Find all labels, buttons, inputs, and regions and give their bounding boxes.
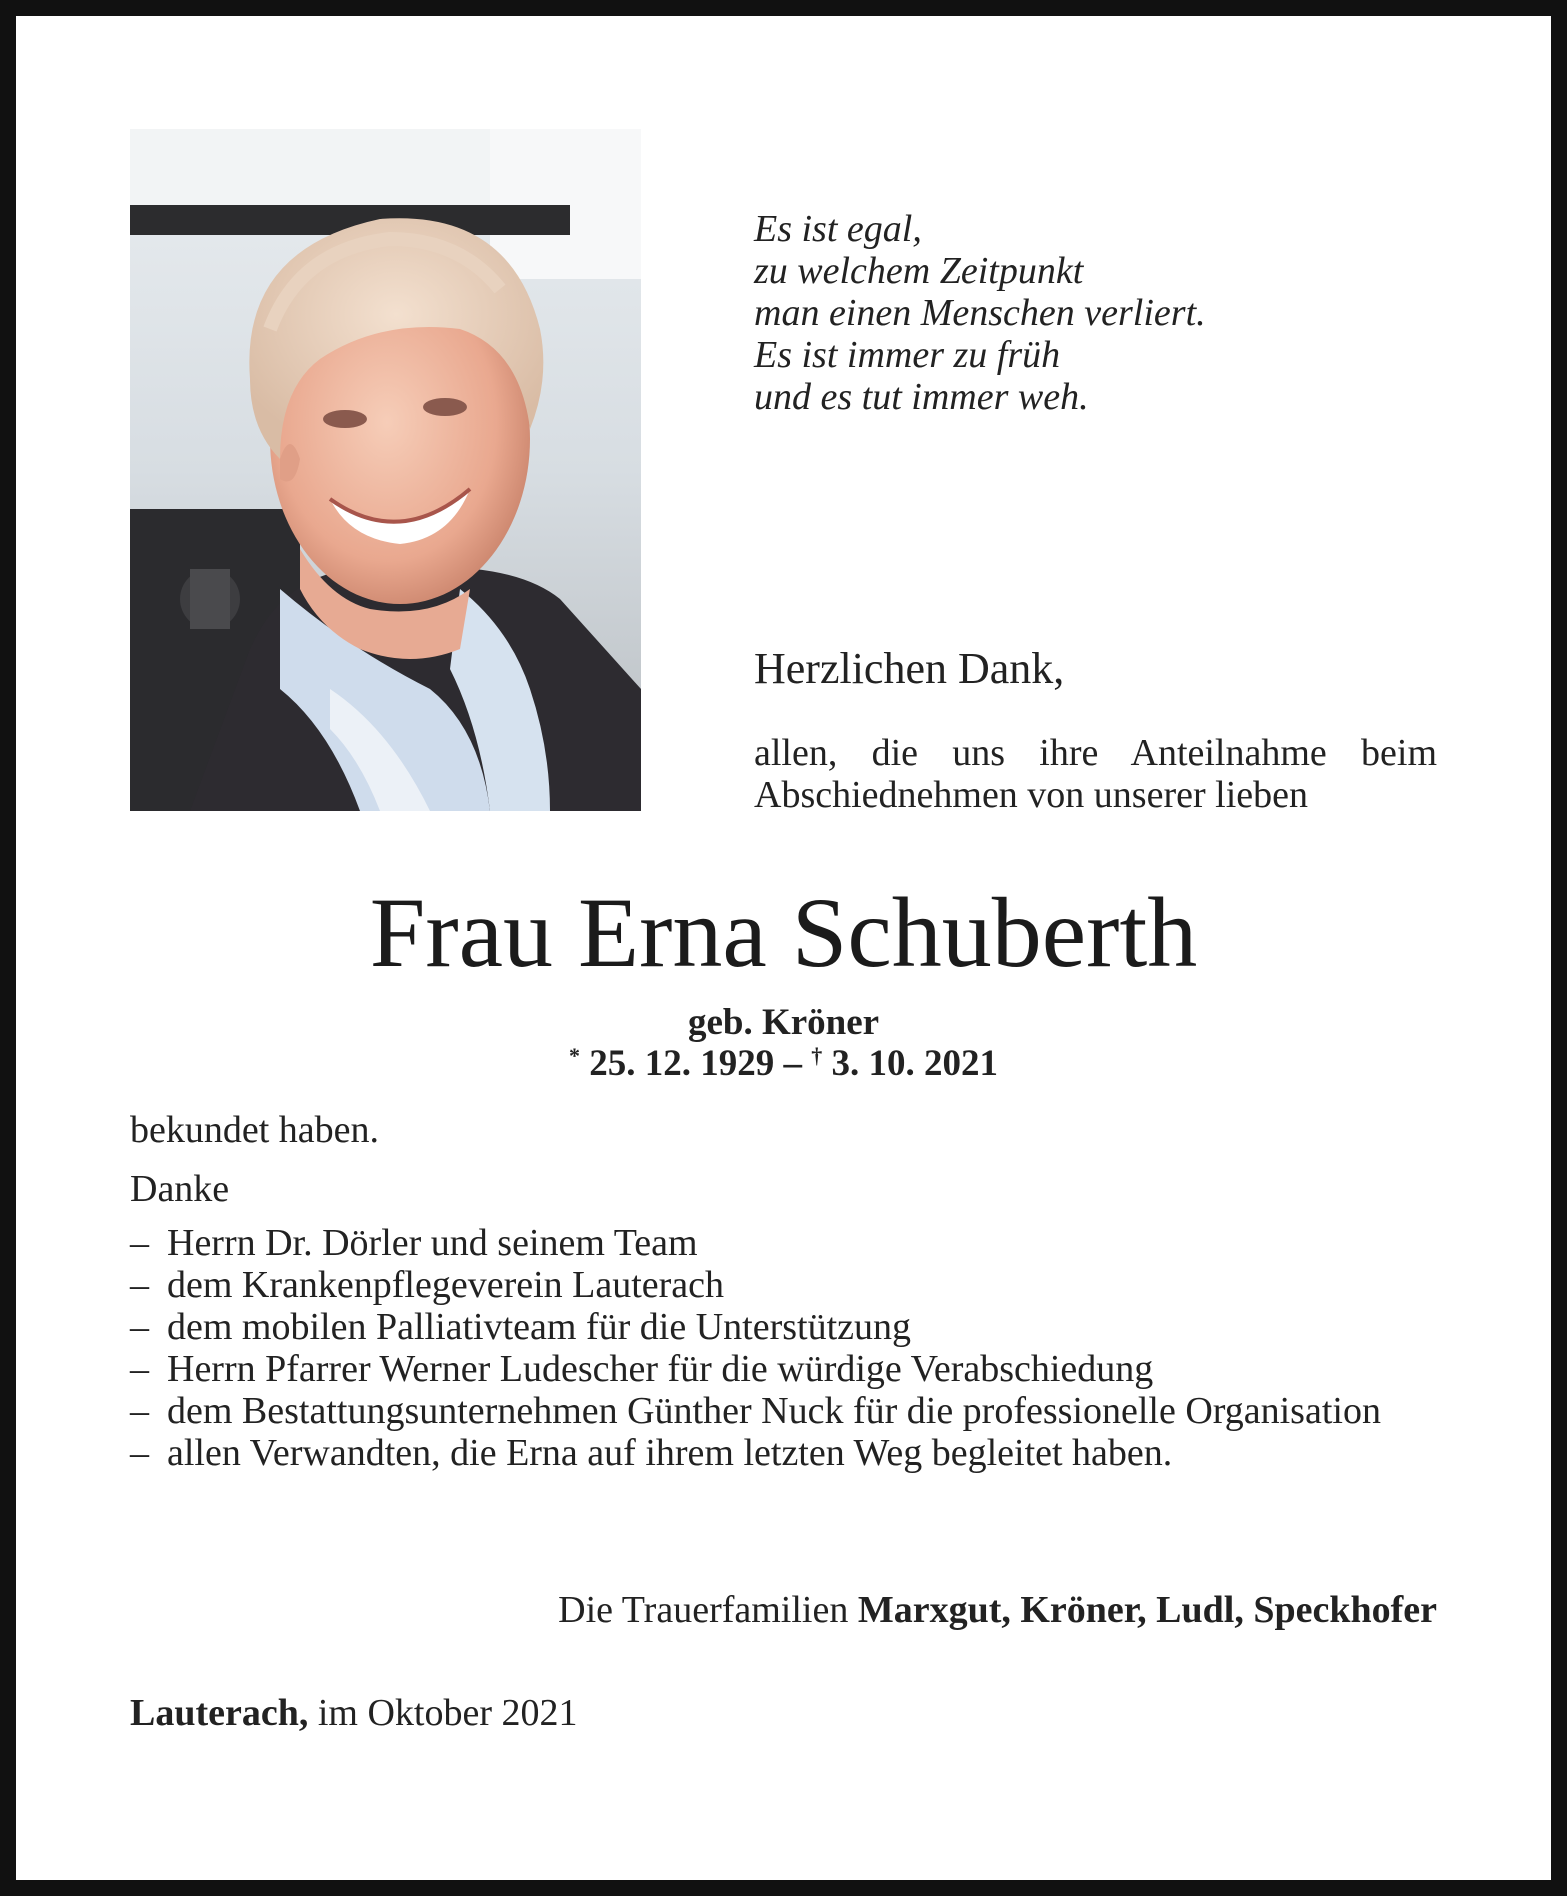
birth-symbol: *: [569, 1043, 580, 1068]
thanks-line: Abschiednehmen von unserer lieben: [754, 774, 1308, 816]
list-dash: –: [130, 1264, 149, 1306]
thanks-list: [130, 1222, 1437, 1474]
signature-prefix: Die Trauerfamilien: [558, 1589, 849, 1631]
poem-line: Es ist egal,: [754, 208, 922, 250]
list-dash: –: [130, 1306, 149, 1348]
deceased-name: Frau Erna Schuberth: [369, 877, 1198, 988]
list-item-text: dem mobilen Palliativteam für die Unterstützung: [167, 1306, 911, 1348]
place-city: Lauterach,: [130, 1692, 309, 1734]
list-item: [130, 1264, 1437, 1306]
place-month: im Oktober 2021: [317, 1692, 578, 1734]
list-item-text: Herrn Pfarrer Werner Ludescher für die würdige Verabschiedung: [167, 1348, 1154, 1390]
danke-heading: Danke: [130, 1168, 230, 1210]
list-item: [130, 1432, 1437, 1474]
death-date: 3. 10. 2021: [831, 1043, 998, 1084]
thanks-text: [754, 732, 1437, 816]
poem: [754, 208, 1454, 418]
list-item: [130, 1222, 1437, 1264]
family-signature: [130, 1588, 1437, 1632]
poem-line: Es ist immer zu früh: [754, 334, 1061, 376]
list-item: [130, 1306, 1437, 1348]
poem-line: und es tut immer weh.: [754, 376, 1089, 418]
portrait-photo: [130, 129, 641, 811]
life-dates: [130, 1043, 1437, 1085]
list-item-text: allen Verwandten, die Erna auf ihrem letzten Weg begleitet haben.: [167, 1432, 1173, 1474]
list-dash: –: [130, 1348, 149, 1390]
list-dash: –: [130, 1432, 149, 1474]
list-item: [130, 1348, 1437, 1390]
birth-date: 25. 12. 1929: [589, 1043, 775, 1084]
list-item-text: Herrn Dr. Dörler und seinem Team: [167, 1222, 698, 1264]
family-names: Marxgut, Kröner, Ludl, Speckhofer: [857, 1589, 1437, 1631]
list-item-text: dem Bestattungsunternehmen Günther Nuck für die professionelle Organisation: [167, 1390, 1381, 1432]
death-symbol: †: [811, 1043, 823, 1068]
place-date: [130, 1691, 578, 1735]
date-separator: –: [783, 1043, 802, 1084]
list-dash: –: [130, 1222, 149, 1264]
list-item: [130, 1390, 1437, 1432]
thanks-heading: Herzlichen Dank,: [754, 644, 1065, 693]
thanks-line: allen, die uns ihre Anteilnahme beim: [754, 732, 1437, 774]
list-item-text: dem Krankenpflegeverein Lauterach: [167, 1264, 725, 1306]
poem-line: man einen Menschen verliert.: [754, 292, 1206, 334]
birth-name: geb. Kröner: [687, 1002, 880, 1043]
bekundet-text: bekundet haben.: [130, 1109, 380, 1151]
list-dash: –: [130, 1390, 149, 1432]
poem-line: zu welchem Zeitpunkt: [754, 250, 1084, 292]
